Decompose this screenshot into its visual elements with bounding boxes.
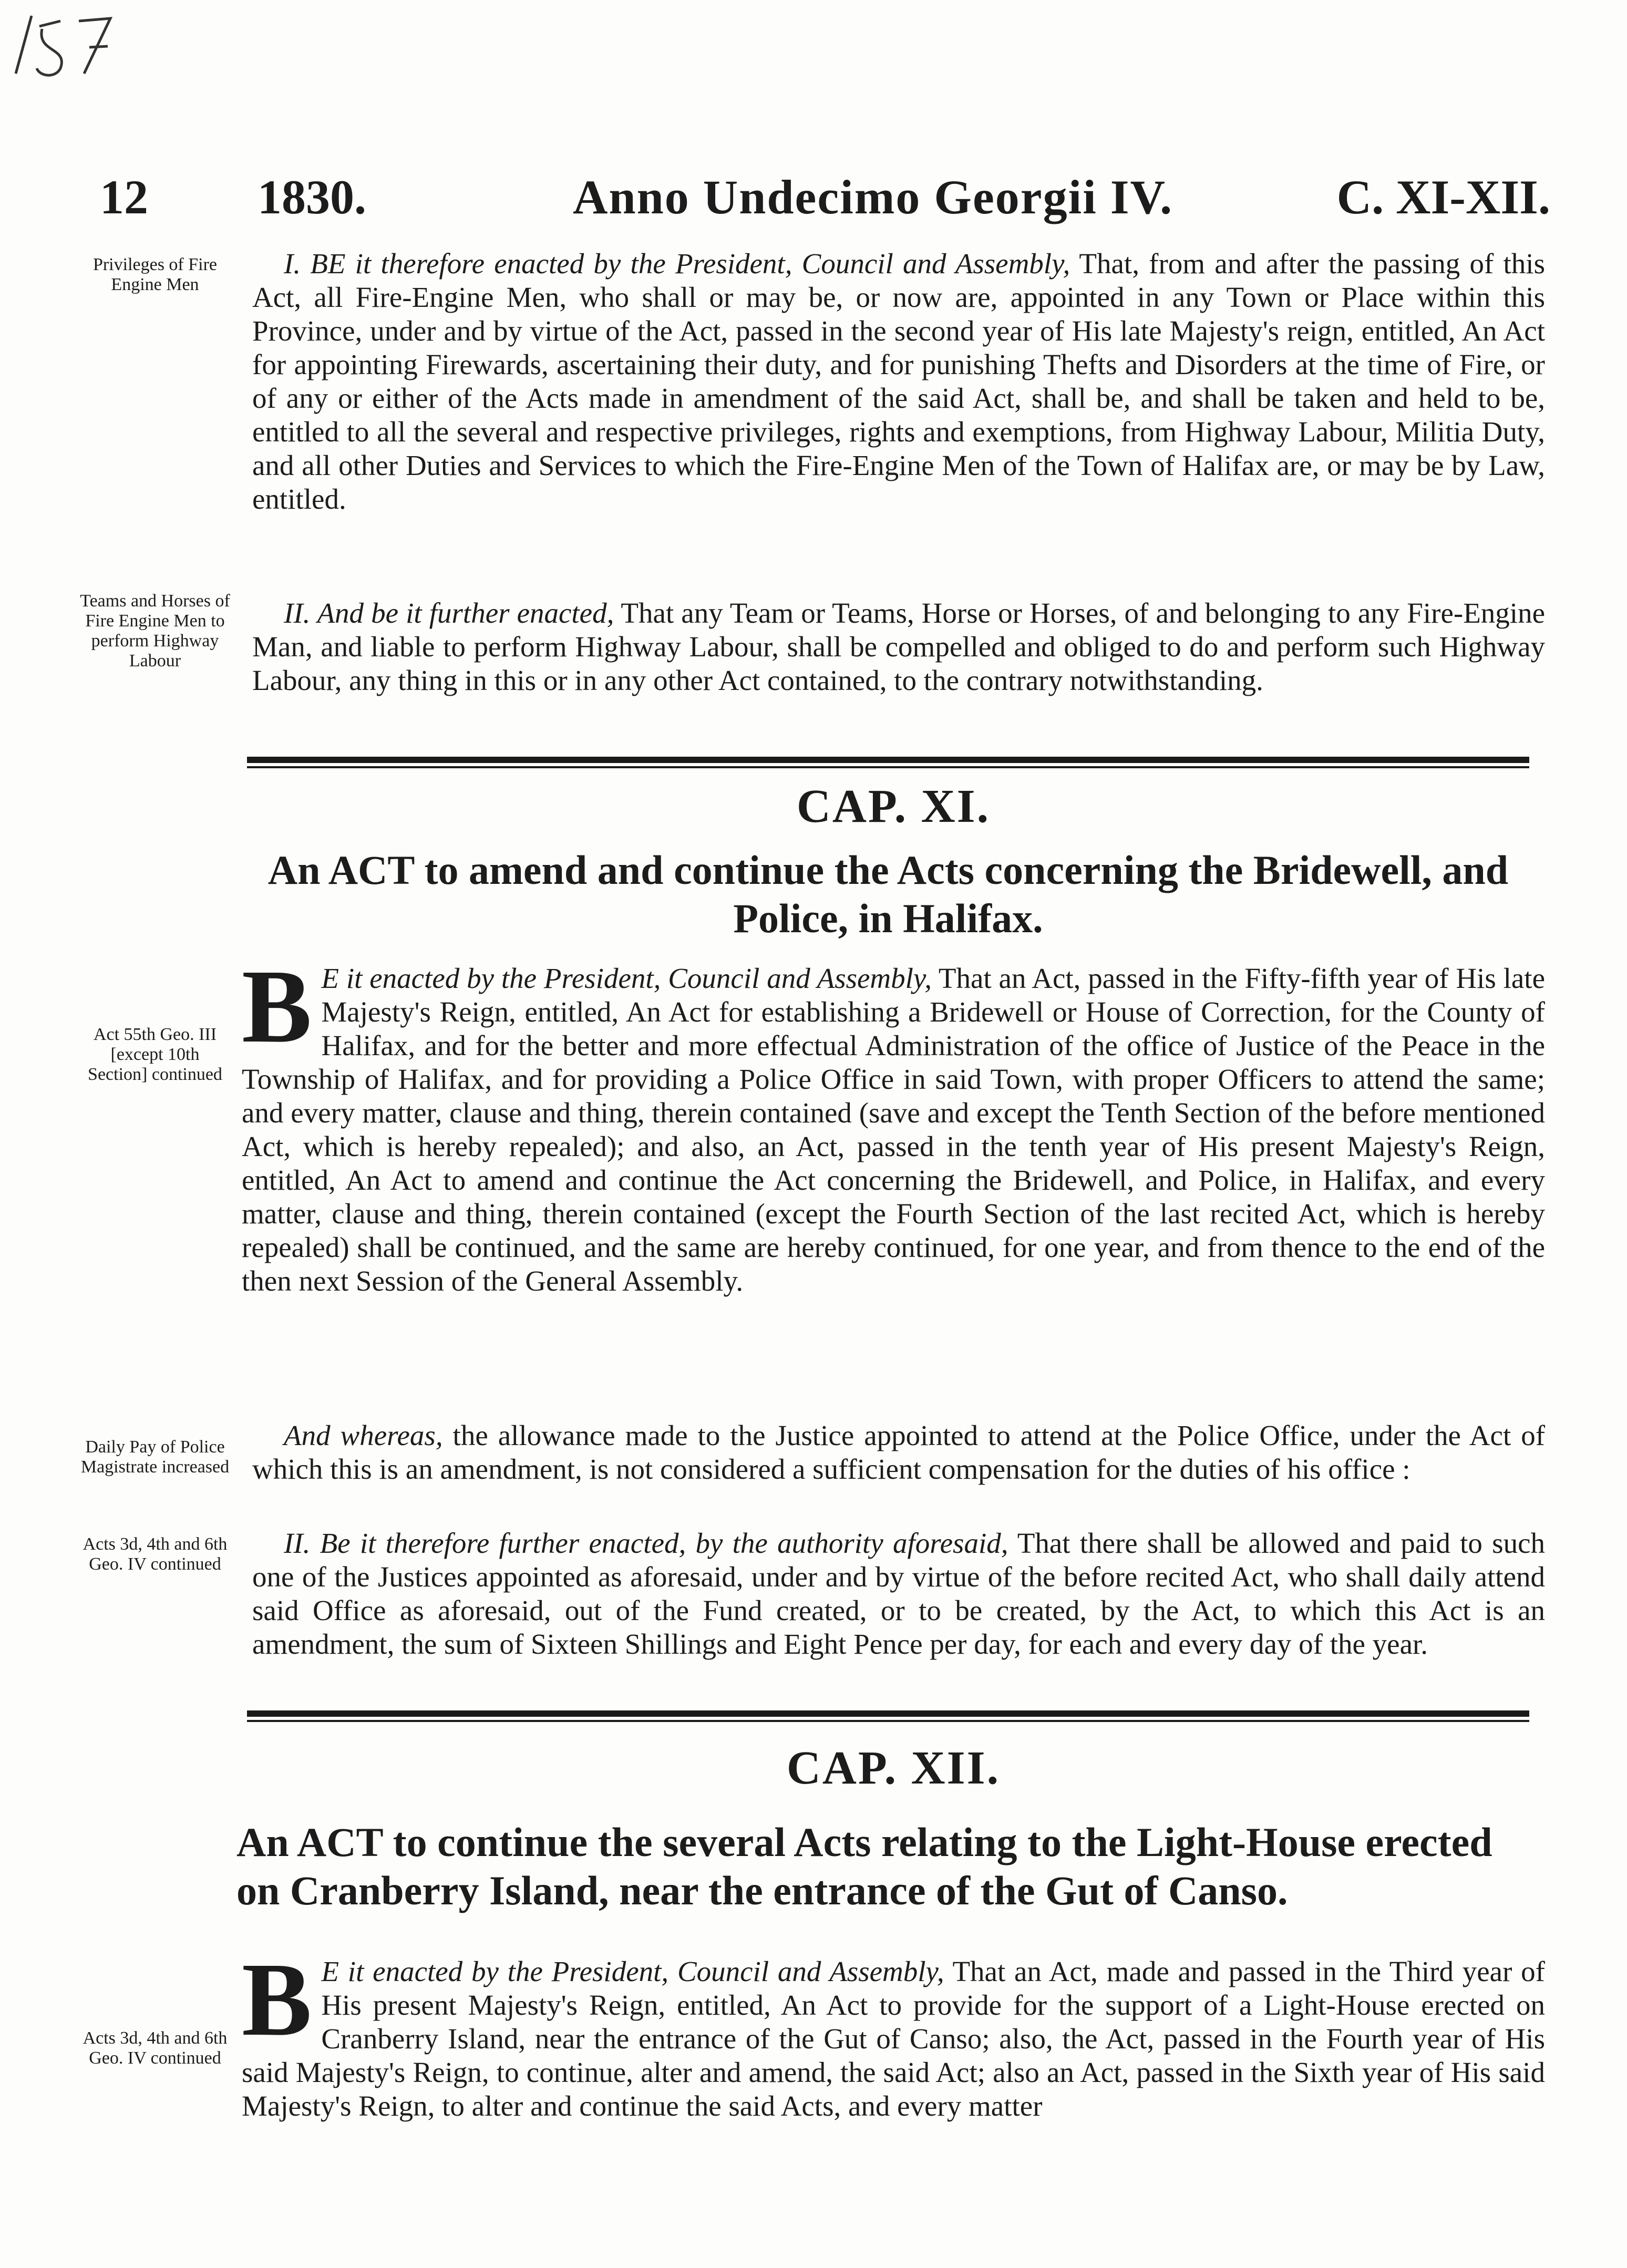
paragraph-text: That any Team or Teams, Horse or Horses, of and belonging to any Fire-Engine Man, and liable to perform Highway Labour, shall be compelled and obliged to do and perform such Highway Labour, any thing in this or in any other Act contained, to the contrary notwithstanding. — [252, 597, 1545, 696]
paragraph-text: That, from and after the passing of this Act, all Fire-Engine Men, who shall or may be, or now are, appointed in any Town or Place within this Province, under and by virtue of the Act, passed in the second year of His late Majesty's reign, entitled, An Act for appointing Firewards, ascertaining their duty, and for punishing Thefts and Disorders at the time of Fire, or of any or either of the Acts made in amendment of the said Act, shall be, and shall be taken and held to be, entitled to all the several and respective privileges, rights and exemptions, from Highway Labour, Militia Duty, and all other Duties and Services to which the Fire-Engine Men of the Town of Halifax are, or may be by Law, entitled. — [252, 248, 1545, 515]
margin-note: Teams and Horses of Fire Engine Men to perform Highway Labour — [80, 591, 230, 671]
drop-cap: B — [242, 1942, 312, 2058]
section-divider — [247, 757, 1529, 768]
paragraph-text: That there shall be allowed and paid to such one of the Justices appointed as aforesaid, under and by virtue of the before recited Act, who shall daily attend said Office as aforesaid, out of the Fund created, or to be created, by the Act, to which this Act is an amendment, the sum of Sixteen Shillings and Eight Pence per day, for each and every day of the year. — [252, 1527, 1545, 1660]
section-paragraph — [252, 1419, 1545, 1486]
margin-note: Act 55th Geo. III [except 10th Section] continued — [88, 1025, 222, 1084]
paragraph-text: That an Act, passed in the Fifty-fifth year of His late Majesty's Reign, entitled, An Act for establishing a Bridewell or House of Correction, for the County of Halifax, and for the better and more effectual Administration of the office of Justice of the Peace in the Township of Halifax, and for providing a Police Office in said Town, with proper Officers to attend the same; and every matter, clause and thing, therein contained (save and except the Tenth Section of the before mentioned Act, which is hereby repealed); and also, an Act, passed in the tenth year of His present Majesty's Reign, entitled, An Act to amend and continue the Act concerning the Bridewell, and Police, in Halifax, and every matter, clause and thing, therein contained (except the Fourth Section of the last recited Act, which is hereby repealed) shall be continued, and the same are hereby continued, for one year, and from thence to the end of the then next Session of the General Assembly. — [242, 962, 1545, 1297]
act-title: An ACT to amend and continue the Acts concerning the Bridewell, and Police, in Halifax. — [267, 847, 1509, 941]
header-year: 1830. — [258, 170, 366, 224]
margin-note: Privileges of Fire Engine Men — [92, 255, 218, 294]
section-paragraph — [242, 949, 1545, 1298]
header-chapters: C. XI-XII. — [1336, 170, 1550, 224]
drop-cap: B — [242, 949, 312, 1065]
margin-note: Acts 3d, 4th and 6th Geo. IV continued — [83, 1534, 228, 1574]
paragraph-text: the allowance made to the Justice appointed to attend at the Police Office, under the Act of which this is an amendment, is not considered a sufficient compensation for the duties of his office : — [252, 1419, 1546, 1485]
paragraph-lead: II. And be it further enacted, — [284, 597, 614, 629]
page-header — [100, 168, 1550, 236]
paragraph-lead: I. BE it therefore enacted by the President, Council and Assembly, — [284, 248, 1070, 280]
section-paragraph — [252, 596, 1545, 697]
paragraph-lead: E it enacted by the President, Council and Assembly, — [321, 962, 932, 994]
page-number: 12 — [100, 170, 148, 224]
chapter-title: CAP. XI. — [796, 780, 991, 832]
chapter-title: CAP. XII. — [786, 1742, 1001, 1794]
section-paragraph — [252, 1527, 1545, 1661]
header-title: Anno Undecimo Georgii IV. — [573, 170, 1173, 224]
paragraph-lead: And whereas, — [284, 1419, 443, 1451]
handwritten-page-mark — [11, 5, 137, 84]
paragraph-lead: E it enacted by the President, Council and Assembly, — [321, 1955, 944, 1987]
paragraph-text: That an Act, made and passed in the Third year of His present Majesty's Reign, entitled, An Act to provide for the support of a Light-House erected on Cranberry Island, near the entrance of the Gut of Canso; also, the Act, passed in the Fourth year of His said Majesty's Reign, to continue, alter and amend, the said Act; also an Act, passed in the Sixth year of His said Majesty's Reign, to alter and continue the said Acts, and every matter — [242, 1955, 1546, 2122]
section-paragraph — [242, 1942, 1546, 2123]
paragraph-lead: II. Be it therefore further enacted, by the authority aforesaid, — [284, 1527, 1008, 1559]
act-title: An ACT to continue the several Acts relating to the Light-House erected on Cranberry Island, near the entrance of the Gut of Canso. — [236, 1819, 1492, 1913]
margin-note: Acts 3d, 4th and 6th Geo. IV continued — [83, 2028, 228, 2068]
margin-note: Daily Pay of Police Magistrate increased — [80, 1437, 230, 1477]
section-paragraph — [252, 247, 1545, 516]
section-divider — [247, 1710, 1529, 1722]
